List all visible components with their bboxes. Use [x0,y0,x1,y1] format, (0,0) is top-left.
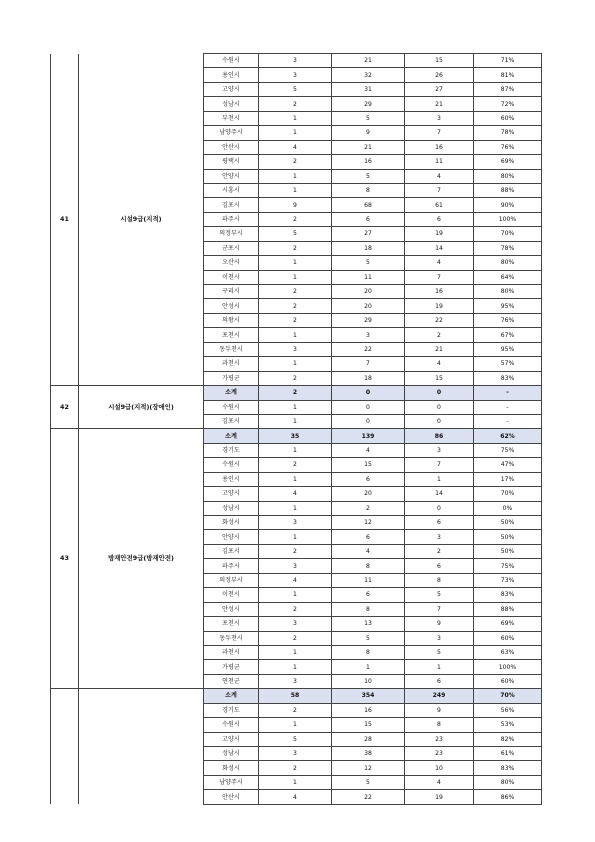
region-cell: 가평군 [204,371,259,385]
count-cell: 1 [405,472,474,486]
rate-cell: 80% [474,169,542,183]
region-cell: 성남시 [204,501,259,515]
region-cell: 성남시 [204,97,259,111]
group-number: 43 [51,429,79,689]
count-cell: 2 [259,313,332,327]
count-cell: 9 [405,703,474,717]
count-cell: 3 [259,747,332,761]
count-cell: 4 [259,573,332,587]
count-cell: 6 [332,472,405,486]
rate-cell: 100% [474,660,542,674]
rate-cell: 0% [474,501,542,515]
rate-cell: 70% [474,689,542,703]
count-cell: 1 [259,443,332,457]
count-cell: 1 [259,775,332,789]
count-cell: 10 [332,674,405,688]
count-cell: 8 [405,718,474,732]
region-cell: 소계 [204,429,259,443]
rate-cell: 76% [474,313,542,327]
count-cell: 19 [405,790,474,804]
rate-cell: 76% [474,140,542,154]
count-cell: 5 [259,82,332,96]
region-cell: 구리시 [204,285,259,299]
count-cell: 31 [332,82,405,96]
rate-cell: 67% [474,328,542,342]
region-cell: 안양시 [204,530,259,544]
count-cell: 1 [259,472,332,486]
count-cell: 2 [259,299,332,313]
count-cell: 0 [405,414,474,428]
recruitment-statistics-table [50,53,542,805]
count-cell: 2 [259,212,332,226]
count-cell: 28 [332,732,405,746]
rate-cell: 100% [474,212,542,226]
count-cell: 1 [259,357,332,371]
region-cell: 부천시 [204,111,259,125]
exam-category: 시설9급(지적) [79,54,204,386]
rate-cell: 78% [474,126,542,140]
rate-cell: 56% [474,703,542,717]
count-cell: 23 [405,732,474,746]
count-cell: 2 [405,328,474,342]
count-cell: 1 [259,530,332,544]
count-cell: 5 [332,169,405,183]
rate-cell: 73% [474,573,542,587]
count-cell: 3 [259,559,332,573]
rate-cell: 71% [474,54,542,68]
count-cell: 4 [259,140,332,154]
count-cell: 14 [405,241,474,255]
region-cell: 고양시 [204,82,259,96]
region-cell: 오산시 [204,256,259,270]
group-number [51,689,79,805]
count-cell: 9 [332,126,405,140]
count-cell: 1 [259,256,332,270]
rate-cell: 80% [474,256,542,270]
count-cell: 6 [405,212,474,226]
rate-cell: 72% [474,97,542,111]
count-cell: 9 [259,198,332,212]
count-cell: 139 [332,429,405,443]
count-cell: 68 [332,198,405,212]
count-cell: 4 [405,357,474,371]
count-cell: 35 [259,429,332,443]
count-cell: 6 [405,559,474,573]
count-cell: 22 [332,790,405,804]
count-cell: 5 [259,227,332,241]
document-page [50,53,541,805]
count-cell: 249 [405,689,474,703]
count-cell: 22 [332,342,405,356]
region-cell: 남양주시 [204,126,259,140]
rate-cell: 82% [474,732,542,746]
count-cell: 3 [405,111,474,125]
count-cell: 3 [259,54,332,68]
table-row [51,54,542,68]
rate-cell: 88% [474,183,542,197]
count-cell: 26 [405,68,474,82]
region-cell: 동두천시 [204,342,259,356]
count-cell: 8 [332,645,405,659]
rate-cell: 83% [474,371,542,385]
count-cell: 5 [332,256,405,270]
region-cell: 포천시 [204,328,259,342]
region-cell: 김포시 [204,544,259,558]
count-cell: 7 [405,126,474,140]
count-cell: 1 [259,414,332,428]
count-cell: 0 [405,400,474,414]
count-cell: 12 [332,516,405,530]
count-cell: 15 [405,54,474,68]
region-cell: 경기도 [204,703,259,717]
count-cell: 4 [405,256,474,270]
rate-cell: 69% [474,617,542,631]
exam-category: 방재안전9급(방재안전) [79,429,204,689]
count-cell: 8 [332,183,405,197]
count-cell: 5 [405,588,474,602]
rate-cell: 50% [474,544,542,558]
count-cell: 12 [332,761,405,775]
count-cell: 11 [332,573,405,587]
rate-cell: 88% [474,602,542,616]
rate-cell: 53% [474,718,542,732]
rate-cell: 78% [474,241,542,255]
region-cell: 평택시 [204,155,259,169]
subtotal-row [51,386,542,400]
region-cell: 과천시 [204,357,259,371]
region-cell: 이천시 [204,270,259,284]
count-cell: 21 [405,97,474,111]
count-cell: 5 [259,732,332,746]
count-cell: 6 [332,212,405,226]
rate-cell: 70% [474,227,542,241]
count-cell: 8 [332,602,405,616]
region-cell: 소계 [204,386,259,400]
subtotal-row [51,429,542,443]
count-cell: 5 [332,775,405,789]
region-cell: 파주시 [204,559,259,573]
rate-cell: - [474,414,542,428]
rate-cell: 50% [474,530,542,544]
count-cell: 16 [332,703,405,717]
region-cell: 남양주시 [204,775,259,789]
count-cell: 2 [259,241,332,255]
count-cell: 6 [332,588,405,602]
count-cell: 18 [332,371,405,385]
count-cell: 1 [405,660,474,674]
count-cell: 3 [259,674,332,688]
region-cell: 군포시 [204,241,259,255]
count-cell: 1 [259,588,332,602]
rate-cell: 75% [474,559,542,573]
count-cell: 1 [259,183,332,197]
count-cell: 1 [259,270,332,284]
count-cell: 0 [405,501,474,515]
count-cell: 27 [332,227,405,241]
rate-cell: 95% [474,342,542,356]
count-cell: 19 [405,299,474,313]
rate-cell: 81% [474,68,542,82]
rate-cell: 60% [474,111,542,125]
rate-cell: 61% [474,747,542,761]
count-cell: 0 [332,400,405,414]
exam-category: 시설9급(지적)(장애인) [79,386,204,429]
region-cell: 가평군 [204,660,259,674]
rate-cell: 95% [474,299,542,313]
count-cell: 20 [332,285,405,299]
count-cell: 1 [259,111,332,125]
count-cell: 2 [259,97,332,111]
rate-cell: - [474,386,542,400]
count-cell: 16 [405,285,474,299]
region-cell: 의정부시 [204,573,259,587]
count-cell: 2 [405,544,474,558]
count-cell: 58 [259,689,332,703]
count-cell: 13 [332,617,405,631]
count-cell: 3 [259,342,332,356]
count-cell: 21 [405,342,474,356]
region-cell: 동두천시 [204,631,259,645]
count-cell: 3 [405,443,474,457]
count-cell: 22 [405,313,474,327]
count-cell: 4 [259,487,332,501]
count-cell: 6 [332,530,405,544]
count-cell: 20 [332,487,405,501]
count-cell: 1 [259,645,332,659]
count-cell: 23 [405,747,474,761]
region-cell: 경기도 [204,443,259,457]
count-cell: 4 [259,790,332,804]
count-cell: 0 [332,386,405,400]
count-cell: 2 [259,703,332,717]
count-cell: 21 [332,140,405,154]
region-cell: 포천시 [204,617,259,631]
count-cell: 2 [259,544,332,558]
count-cell: 6 [405,674,474,688]
rate-cell: 47% [474,458,542,472]
region-cell: 과천시 [204,645,259,659]
rate-cell: 69% [474,155,542,169]
count-cell: 19 [405,227,474,241]
count-cell: 4 [405,775,474,789]
region-cell: 수원시 [204,400,259,414]
count-cell: 7 [405,458,474,472]
count-cell: 1 [259,328,332,342]
count-cell: 15 [332,718,405,732]
count-cell: 2 [332,501,405,515]
rate-cell: 83% [474,761,542,775]
count-cell: 2 [259,155,332,169]
count-cell: 5 [405,645,474,659]
count-cell: 16 [405,140,474,154]
count-cell: 2 [259,631,332,645]
count-cell: 3 [405,530,474,544]
count-cell: 86 [405,429,474,443]
region-cell: 고양시 [204,487,259,501]
count-cell: 1 [259,501,332,515]
region-cell: 성남시 [204,747,259,761]
count-cell: 27 [405,82,474,96]
count-cell: 1 [332,660,405,674]
count-cell: 18 [332,241,405,255]
rate-cell: 90% [474,198,542,212]
count-cell: 21 [332,54,405,68]
count-cell: 2 [259,458,332,472]
count-cell: 11 [405,155,474,169]
count-cell: 15 [405,371,474,385]
table-body [51,54,542,805]
count-cell: 2 [259,602,332,616]
count-cell: 7 [405,602,474,616]
region-cell: 안성시 [204,602,259,616]
count-cell: 15 [332,458,405,472]
region-cell: 연천군 [204,674,259,688]
region-cell: 용인시 [204,472,259,486]
count-cell: 3 [259,516,332,530]
rate-cell: 70% [474,487,542,501]
count-cell: 0 [405,386,474,400]
count-cell: 7 [405,270,474,284]
rate-cell: 80% [474,285,542,299]
count-cell: 16 [332,155,405,169]
count-cell: 3 [405,631,474,645]
count-cell: 38 [332,747,405,761]
rate-cell: 87% [474,82,542,96]
count-cell: 11 [332,270,405,284]
rate-cell: - [474,400,542,414]
count-cell: 1 [259,718,332,732]
rate-cell: 17% [474,472,542,486]
region-cell: 수원시 [204,458,259,472]
count-cell: 1 [259,400,332,414]
count-cell: 4 [405,169,474,183]
count-cell: 4 [332,544,405,558]
region-cell: 수원시 [204,718,259,732]
count-cell: 1 [259,660,332,674]
count-cell: 9 [405,617,474,631]
count-cell: 10 [405,761,474,775]
region-cell: 이천시 [204,588,259,602]
region-cell: 안산시 [204,140,259,154]
count-cell: 1 [259,126,332,140]
count-cell: 2 [259,761,332,775]
region-cell: 화성시 [204,761,259,775]
count-cell: 1 [259,169,332,183]
rate-cell: 83% [474,588,542,602]
count-cell: 7 [332,357,405,371]
region-cell: 고양시 [204,732,259,746]
region-cell: 김포시 [204,198,259,212]
region-cell: 의왕시 [204,313,259,327]
exam-category [79,689,204,805]
count-cell: 5 [332,111,405,125]
count-cell: 8 [405,573,474,587]
rate-cell: 50% [474,516,542,530]
rate-cell: 64% [474,270,542,284]
region-cell: 용인시 [204,68,259,82]
rate-cell: 60% [474,674,542,688]
count-cell: 29 [332,97,405,111]
rate-cell: 80% [474,775,542,789]
count-cell: 4 [332,443,405,457]
region-cell: 시흥시 [204,183,259,197]
count-cell: 2 [259,371,332,385]
group-number: 42 [51,386,79,429]
count-cell: 2 [259,386,332,400]
count-cell: 2 [259,285,332,299]
count-cell: 29 [332,313,405,327]
count-cell: 3 [259,617,332,631]
count-cell: 7 [405,183,474,197]
region-cell: 안산시 [204,790,259,804]
count-cell: 20 [332,299,405,313]
rate-cell: 57% [474,357,542,371]
region-cell: 안성시 [204,299,259,313]
rate-cell: 62% [474,429,542,443]
region-cell: 김포시 [204,414,259,428]
count-cell: 61 [405,198,474,212]
count-cell: 3 [332,328,405,342]
subtotal-row [51,689,542,703]
region-cell: 수원시 [204,54,259,68]
count-cell: 354 [332,689,405,703]
rate-cell: 86% [474,790,542,804]
rate-cell: 63% [474,645,542,659]
count-cell: 32 [332,68,405,82]
count-cell: 3 [259,68,332,82]
count-cell: 8 [332,559,405,573]
count-cell: 5 [332,631,405,645]
rate-cell: 60% [474,631,542,645]
count-cell: 14 [405,487,474,501]
region-cell: 소계 [204,689,259,703]
region-cell: 화성시 [204,516,259,530]
region-cell: 안양시 [204,169,259,183]
rate-cell: 75% [474,443,542,457]
group-number: 41 [51,54,79,386]
count-cell: 6 [405,516,474,530]
count-cell: 0 [332,414,405,428]
region-cell: 의정부시 [204,227,259,241]
region-cell: 파주시 [204,212,259,226]
